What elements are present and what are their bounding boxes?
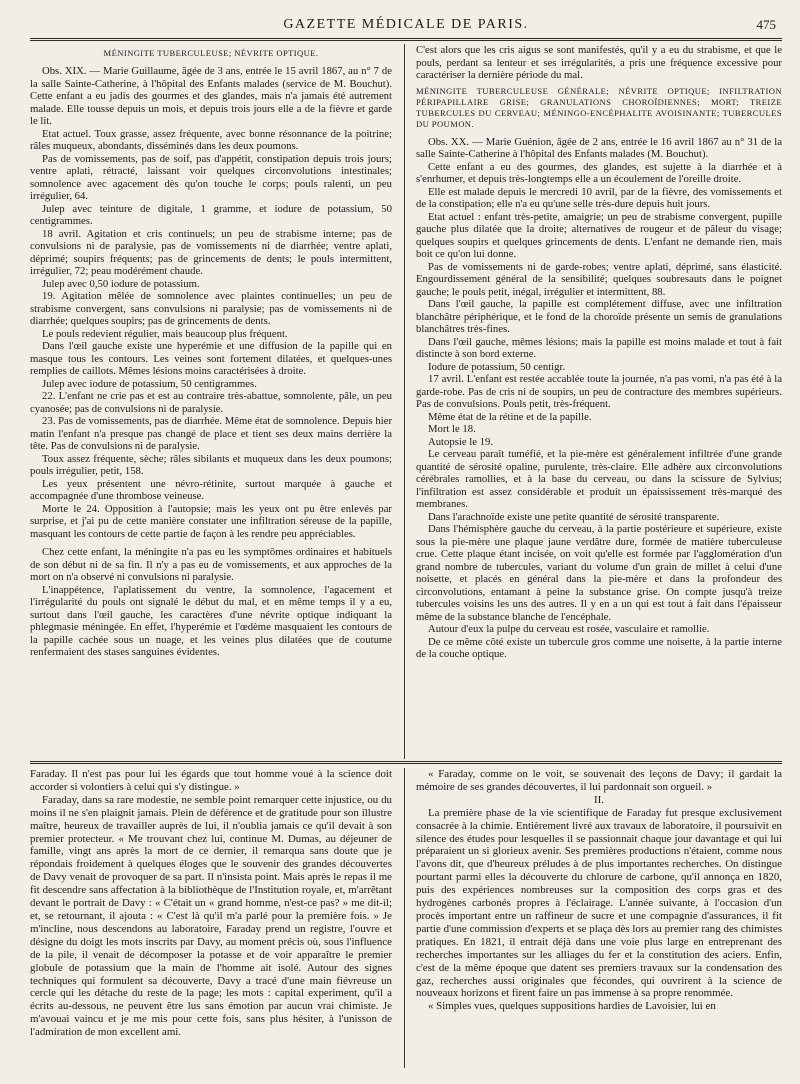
paragraph: Julep avec teinture de digitale, 1 gramme, et iodure de potassium, 50 centigrammes.: [30, 202, 392, 227]
paragraph: Chez cette enfant, la méningite n'a pas eu les symptômes ordinaires et habituels de son début ni de sa fin. Il n'y a pas eu de vomissements, et aux approches de la mort on n'a observé ni convulsions ni paralysie.: [30, 546, 392, 583]
paragraph: Le cerveau paraît tuméfié, et la pie-mère est généralement infiltrée d'une grande quantité de sérosité opaline, purulente, très-claire. Elle adhère aux circonvolutions cérébrales ramollies, et à la base du cerveau, ou dans la scissure de Sylvius; l'infiltration est assez considérable et produit un épaississement très-marqué des membranes.: [416, 448, 782, 510]
section-number: II.: [593, 793, 605, 806]
paragraph: Obs. XIX. — Marie Guillaume, âgée de 3 ans, entrée le 15 avril 1867, au n° 7 de la salle Sainte-Catherine, à l'hôpital des Enfants malades (service de M. Bouchut). Cette enfant a eu jadis des gourmes et des glandes, mais n'a jamais été autrement malade. Elle tousse depuis un mois, et depuis trois jours elle a de la fièvre et garde le lit.: [30, 65, 392, 127]
paragraph: La première phase de la vie scientifique de Faraday fut presque exclusivement consacrée à la chimie. Entièrement livré aux travaux de laboratoire, il poursuivit en silence des études pour lesquelles il se passionnait chaque jour davantage et qui lui préparaient un si glorieux avenir. Ses premières productions n'étaient, comme nous l'avons dit, que d'heureux préludes à de plus importantes recherches. On distingue pourtant parmi elles la découverte du chlorure de carbone, qu'il annonça en 1820, puis des expériences nombreuses sur la composition des corps gras et des hydrogènes carbonés propres à l'éclairage. L'année suivante, à l'occasion d'un procès important entre un raffineur de sucre et une compagnie d'assurances, il fit partie d'une commission d'experts et se plaça dès lors au premier rang des chimistes pratiques. En 1821, il entrait déjà dans une voie plus large en entreprenant des recherches importantes sur les alliages du fer et la constitution des aciers. Enfin, c'est de la même époque que datent ses premiers travaux sur la condensation des gaz, recherches aussi originales que fécondes, qui ouvrirent à la science de nouveaux horizons et firent faire un pas immense à sa propre renommée.: [416, 806, 782, 1000]
paragraph: Dans l'arachnoïde existe une petite quantité de sérosité transparente.: [428, 510, 720, 523]
paragraph: Obs. XX. — Marie Guénion, âgée de 2 ans, entrée le 16 avril 1867 au n° 31 de la salle Sainte-Catherine à l'hôpital des Enfants malades (M. Bouchut).: [416, 135, 782, 160]
paragraph: 18 avril. Agitation et cris continuels; un peu de strabisme interne; pas de convulsions ni de paralysie, pas de vomissements ni de diarrhée; ventre aplati, déprimé; soupirs fréquents; pas de grincements de dents; le pouls intermittent, irrégulier, 72; peau modérément chaude.: [30, 227, 392, 277]
paragraph: Julep avec 0,50 iodure de potassium.: [42, 277, 200, 290]
paragraph: « Faraday, comme on le voit, se souvenait des leçons de Davy; il gardait la mémoire de ses grandes découvertes, il lui pardonnait son orgueil. »: [416, 768, 782, 793]
paragraph: Même état de la rétine et de la papille.: [428, 410, 592, 423]
paragraph: Dans l'œil gauche existe une hyperémie et une diffusion de la papille qui en masque tous les contours. Les veines sont fortement dilatées, et quelques-unes remplies de caillots. Mêmes lésions moins caractérisées à droite.: [30, 340, 392, 377]
paragraph: 17 avril. L'enfant est restée accablée toute la journée, n'a pas vomi, n'a pas été à la garde-robe. Pas de cris ni de soupirs, un peu de contracture des membres supérieurs. Pas de convulsions. Pouls petit, très-fréquent.: [416, 373, 782, 410]
feuilleton-left-column: [30, 768, 392, 1068]
paragraph: L'inappétence, l'aplatissement du ventre, la somnolence, l'agacement et l'irrégularité du pouls ont signalé le début du mal, et en même temps il y a eu, surtout dans l'œil gauche, les caractères d'une névrite optique indiquant la phlegmasie méningée. En effet, l'hyperémie et l'œdème masquaient les contours de la papille cachée sous un nuage, et les veines plus dilatées que de coutume renfermaient des stases sanguines évidentes.: [30, 583, 392, 658]
paragraph: Dans l'hémisphère gauche du cerveau, à la partie postérieure et supérieure, existe sous la pie-mère une plaque jaune verdâtre dure, formée de matière tuberculeuse crue. Cette plaque étant incisée, on voit qu'elle est formée par l'agglomération d'un grand nombre de tubercules, variant du volume d'un grain de millet à celui d'une noisette, et placés en général dans la pie-mère et dans la profondeur des circonvolutions, entamant à peine la substance grise. On compte jusqu'à treize tubercules voisins les uns des autres. Il y en a un qui est tout à fait dans l'épaisseur même de la substance blanche de l'encéphale.: [416, 523, 782, 623]
paragraph: Dans l'œil gauche, mêmes lésions; mais la papille est moins malade et tout à fait distincte à son bord externe.: [416, 335, 782, 360]
paragraph: Faraday, dans sa rare modestie, ne semble point remarquer cette injustice, ou du moins il ne s'en plaignit jamais. Plein de déférence et de gratitude pour son illustre maître, heureux de travailler auprès de lui, il n'oublia jamais ce qu'il devait à son premier protecteur. « Me trouvant chez lui, continue M. Dumas, au déjeuner de famille, vingt ans après la mort de ce dernier, il remarqua sans doute que je répondais froidement à quelques éloges que le souvenir des grandes découvertes de Davy venait de provoquer de sa part. Il n'insista point. Mais après le repas il me fit descendre sans affectation à la bibliothèque de l'Institution royale, et, m'arrêtant devant le portrait de Davy : « C'était un « grand homme, n'est-ce pas? » me dit-il; et, se retournant, il ajouta : « C'est là qu'il m'a parlé pour la première fois. » Je m'incline, nous descendons au laboratoire, Faraday prend un registre, l'ouvre et désigne du doigt les mots inscrits par Davy, au moment précis où, sous l'influence de la pile, il venait de décomposer la potasse et de voir apparaître le premier globule de potassium que la main de l'homme ait isolé. Autour des signes techniques qui formulent sa découverte, Davy a tracé d'une main fiévreuse un cercle qui les détache du reste de la page; les mots : capital experiment, qu'il a écrits au-dessous, ne peuvent être lus sans émotion par aucun vrai chimiste. Je m'avouai vaincu et je me mis pour cette fois, sans plus hésiter, à l'unisson de l'admiration de mon excellent ami.: [30, 793, 392, 1039]
paragraph: 23. Pas de vomissements, pas de diarrhée. Même état de somnolence. Depuis hier matin l'enfant n'a presque pas changé de place et tient ses deux mains derrière la tête. Pas de convulsions ni de paralysie.: [30, 415, 392, 452]
page-number: 475: [756, 17, 776, 32]
page-header: [30, 14, 782, 40]
paragraph: Iodure de potassium, 50 centigr.: [428, 360, 566, 373]
paragraph: Les yeux présentent une névro-rétinite, surtout marquée à gauche et accompagnée d'une thrombose veineuse.: [30, 477, 392, 502]
paragraph: Elle est malade depuis le mercredi 10 avril, par de la fièvre, des vomissements et de la constipation; elle n'a eu qu'une selle très-dure depuis huit jours.: [416, 185, 782, 210]
paragraph: Julep avec iodure de potassium, 50 centigrammes.: [42, 377, 257, 390]
right-column: [416, 44, 782, 759]
paragraph: Cette enfant a eu des gourmes, des glandes, est sujette à la diarrhée et à s'enrhumer, et depuis très-longtemps elle a un écoulement de l'oreille droite.: [416, 160, 782, 185]
paragraph: Etat actuel. Toux grasse, assez fréquente, avec bonne résonnance de la poitrine; râles muqueux, abondants, disséminés dans les deux poumons.: [30, 127, 392, 152]
column-rule: [404, 44, 405, 759]
feuilleton-right-column: [416, 768, 782, 1068]
paragraph: Le pouls redevient régulier, mais beaucoup plus fréquent.: [42, 327, 288, 340]
medical-article: [30, 44, 782, 759]
paragraph: Morte le 24. Opposition à l'autopsie; mais les yeux ont pu être enlevés par surprise, et j'ai pu de cette manière constater une infiltration séreuse de la papille, masquant les contours de cette partie de façon à les rendre peu appréciables.: [30, 502, 392, 540]
paragraph: « Simples vues, quelques suppositions hardies de Lavoisier, lui en: [428, 1000, 716, 1013]
paragraph: 22. L'enfant ne crie pas et est au contraire très-abattue, somnolente, pâle, un peu cyanosée; pas de convulsions ni de paralysie.: [30, 390, 392, 415]
paragraph: Dans l'œil gauche, la papille est complétement diffuse, avec une infiltration blanchâtre périphérique, et le fond de la choroïde présente un semis de granulations blanchâtres très-fines.: [416, 298, 782, 335]
paragraph: Autour d'eux la pulpe du cerveau est rosée, vasculaire et ramollie.: [428, 623, 710, 635]
section-heading: MÉNINGITE TUBERCULEUSE GÉNÉRALE; NÉVRITE OPTIQUE; INFILTRATION PÉRIPAPILLAIRE GRISE; GRANULATIONS CHOROÏDIENNES; MORT; TREIZE TUBERCULES DU CERVEAU; MÉNINGO-ENCÉPHALITE AVOISINANTE; TUBERCULES DU POUMON.: [416, 85, 782, 129]
paragraph: Pas de vomissements ni de garde-robes; ventre aplati, déprimé, sans élasticité. Engourdissement général de la sensibilité; quelques soubresauts dans le poignet gauche; le pouls petit, inégal, irrégulier et intermittent, 88.: [416, 260, 782, 298]
paragraph: 19. Agitation mêlée de somnolence avec plaintes continuelles; un peu de strabisme convergent, sans convulsions ni paralysie; pas de vomissements ni de diarrhée; quelques soupirs; pas de grincements de dents.: [30, 290, 392, 327]
paragraph: Toux assez fréquente, sèche; râles sibilants et muqueux dans les deux poumons; pouls irrégulier, petit, 158.: [30, 452, 392, 477]
paragraph: Etat actuel : enfant très-petite, amaigrie; un peu de strabisme convergent, pupille gauche plus dilatée que la droite; alternatives de rougeur et de pâleur du visage; quelques soupirs et quelques grincements de dents. L'enfant ne demande rien, mais boit ce qu'on lui donne.: [416, 210, 782, 260]
header-rule: [30, 38, 782, 41]
feuilleton-column-rule: [404, 768, 405, 1068]
paragraph: De ce même côté existe un tubercule gros comme une noisette, à la partie interne de la couche optique.: [416, 635, 782, 660]
journal-title: GAZETTE MÉDICALE DE PARIS.: [283, 17, 529, 32]
paragraph: C'est alors que les cris aigus se sont manifestés, qu'il y a eu du strabisme, et que le pouls, perdant sa lenteur et ses irrégularités, a pris une fréquence excessive pour caractériser la dernière période du mal.: [416, 44, 782, 81]
section-heading: MÉNINGITE TUBERCULEUSE; NÉVRITE OPTIQUE.: [103, 48, 319, 58]
feuilleton-article: [30, 768, 782, 1068]
paragraph: Pas de vomissements, pas de soif, pas d'appétit, constipation depuis trois jours; ventre aplati, rétracté, laissant voir quelques circonvolutions intestinales; somnolence avec agacement dès qu'on touche le corps; pouls ralenti, un peu irrégulier, 64.: [30, 152, 392, 202]
paragraph: Mort le 18.: [428, 423, 476, 435]
paragraph: Faraday. Il n'est pas pour lui les égards que tout homme voué à la science doit accorder si volontiers à celui qui s'y distingue. »: [30, 768, 392, 793]
feuilleton-divider: [30, 761, 782, 764]
paragraph: Autopsie le 19.: [428, 435, 494, 448]
left-column: [30, 44, 392, 759]
